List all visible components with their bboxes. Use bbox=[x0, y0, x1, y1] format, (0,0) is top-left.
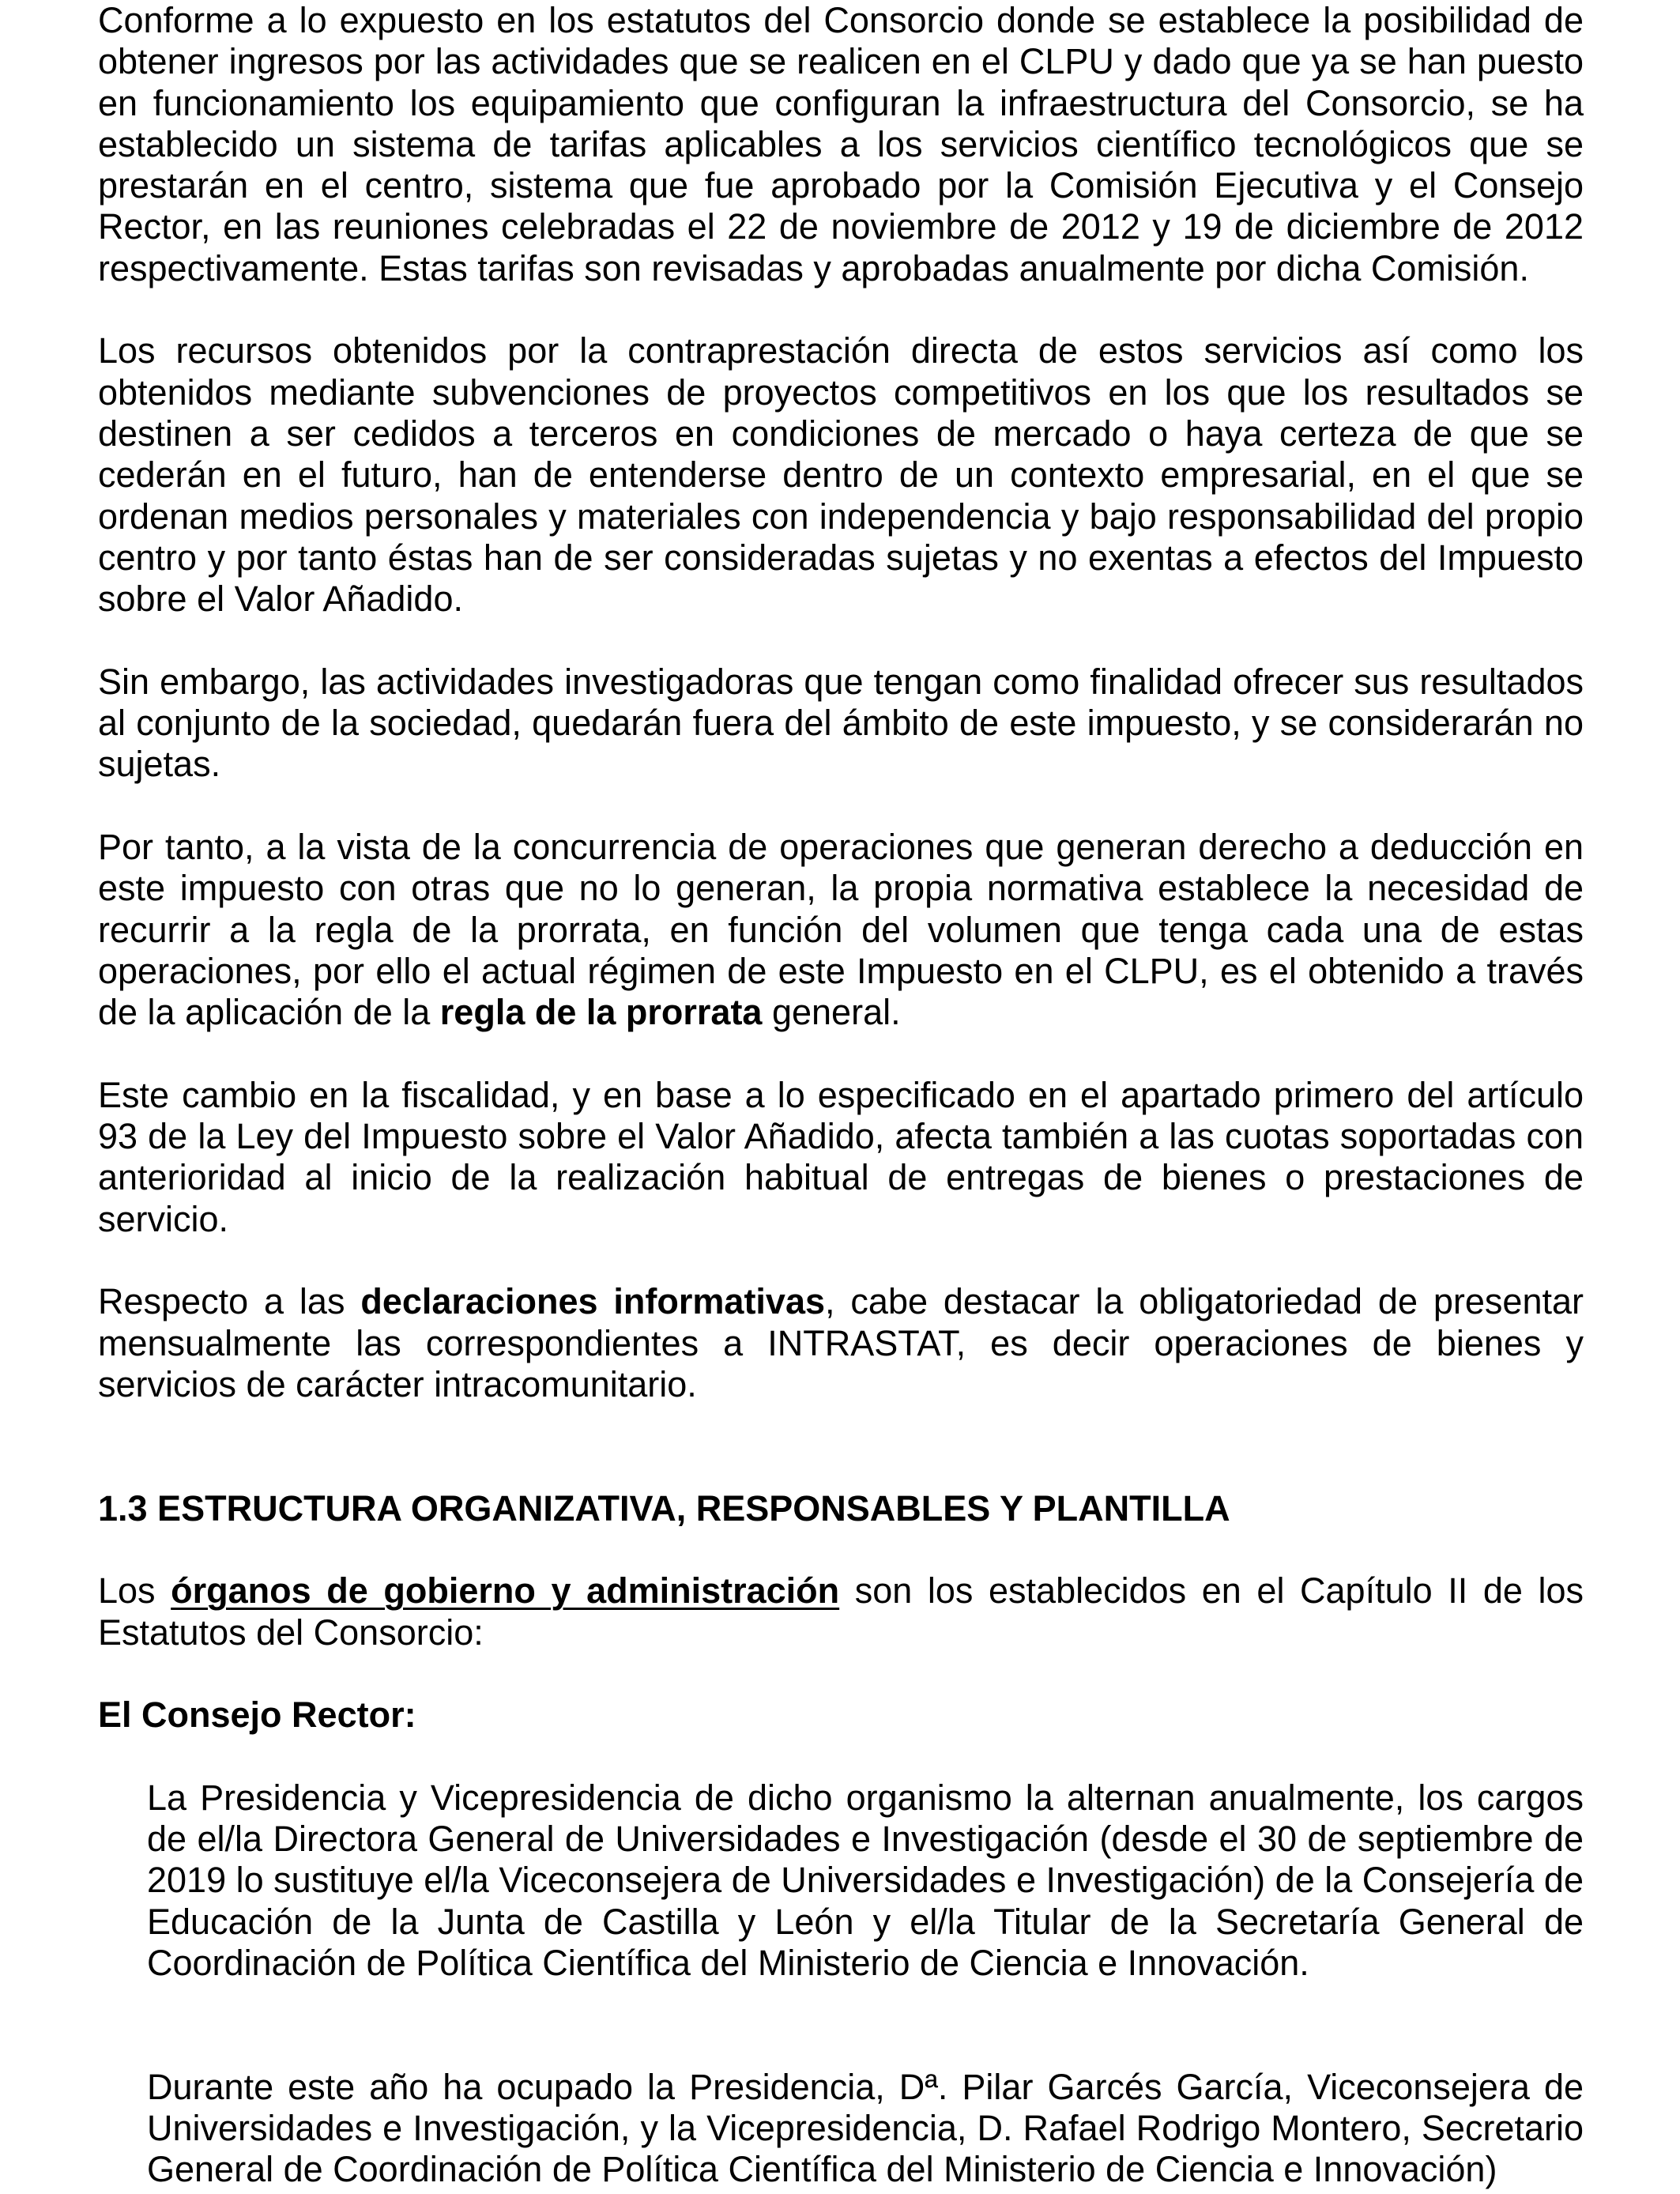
paragraph-consejo-presidencia bbox=[147, 2067, 1584, 2191]
text-line: Los recursos obtenidos por la contraprestación directa de estos servicios así como los bbox=[98, 330, 1584, 371]
text-line: Por tanto, a la vista de la concurrencia de operaciones que generan derecho a deducción en bbox=[98, 826, 1584, 867]
text-line: recurrir a la regla de la prorrata, en función del volumen que tenga cada una de estas bbox=[98, 909, 1584, 950]
text-line: este impuesto con otras que no lo generan, la propia normativa establece la necesidad de bbox=[98, 868, 1584, 909]
text-line: respectivamente. Estas tarifas son revisadas y aprobadas anualmente por dicha Comisión. bbox=[98, 247, 1529, 288]
section-title: 1.3 ESTRUCTURA ORGANIZATIVA, RESPONSABLES Y PLANTILLA bbox=[98, 1487, 1230, 1529]
text-line bbox=[98, 1281, 1584, 1322]
paragraph-consejo-cargos bbox=[147, 1777, 1584, 1984]
text-line: Sin embargo, las actividades investigadoras que tengan como finalidad ofrecer sus resultados bbox=[98, 661, 1584, 702]
text-line: de el/la Directora General de Universidades e Investigación (desde el 30 de septiembre de bbox=[147, 1819, 1584, 1860]
paragraph-fiscalidad bbox=[98, 1075, 1584, 1240]
text-line: obtenidos mediante subvenciones de proyectos competitivos en los que los resultados se bbox=[98, 371, 1584, 413]
text-line: Rector, en las reuniones celebradas el 22 de noviembre de 2012 y 19 de diciembre de 2012 bbox=[98, 206, 1584, 247]
text-line: General de Coordinación de Política Científica del Ministerio de Ciencia e Innovación) bbox=[147, 2149, 1497, 2190]
text-line: centro y por tanto éstas han de ser consideradas sujetas y no exentas a efectos del Impuesto bbox=[98, 537, 1584, 578]
text-line bbox=[98, 1570, 1584, 1612]
paragraph-actividades bbox=[98, 662, 1584, 786]
text-line: al conjunto de la sociedad, quedarán fuera del ámbito de este impuesto, y se considerarán no bbox=[98, 703, 1584, 744]
text-line: sobre el Valor Añadido. bbox=[98, 579, 463, 620]
bold-underlined-phrase: órganos de gobierno y administración bbox=[171, 1570, 840, 1612]
text-line: Conforme a lo expuesto en los estatutos del Consorcio donde se establece la posibilidad de bbox=[98, 0, 1584, 40]
text-run: de la aplicación de la bbox=[98, 992, 440, 1033]
text-line: Coordinación de Política Científica del Ministerio de Ciencia e Innovación. bbox=[147, 1942, 1309, 1983]
bold-phrase: regla de la prorrata bbox=[439, 992, 763, 1033]
section-heading bbox=[98, 1488, 1584, 1529]
document-page bbox=[98, 0, 1584, 2191]
text-line: 93 de la Ley del Impuesto sobre el Valor Añadido, afecta también a las cuotas soportadas con bbox=[98, 1116, 1584, 1157]
text-run: Los bbox=[98, 1570, 171, 1612]
text-line: servicio. bbox=[98, 1198, 229, 1239]
text-line: Este cambio en la fiscalidad, y en base a lo especificado en el apartado primero del artículo bbox=[98, 1074, 1584, 1115]
text-run: general. bbox=[762, 992, 901, 1033]
text-line: prestarán en el centro, sistema que fue aprobado por la Comisión Ejecutiva y el Consejo bbox=[98, 165, 1584, 206]
text-line: en funcionamiento los equipamiento que configuran la infraestructura del Consorcio, se ha bbox=[98, 82, 1584, 123]
text-line: 2019 lo sustituye el/la Viceconsejera de Universidades e Investigación) de la Consejería de bbox=[147, 1860, 1584, 1901]
subheading-consejo-rector bbox=[98, 1695, 1584, 1736]
text-line: Educación de la Junta de Castilla y León y el/la Titular de la Secretaría General de bbox=[147, 1901, 1584, 1942]
paragraph-declaraciones bbox=[98, 1281, 1584, 1405]
text-line: destinen a ser cedidos a terceros en condiciones de mercado o haya certeza de que se bbox=[98, 413, 1584, 454]
text-line: Universidades e Investigación, y la Vicepresidencia, D. Rafael Rodrigo Montero, Secretario bbox=[147, 2108, 1584, 2149]
text-line: servicios de carácter intracomunitario. bbox=[98, 1363, 697, 1404]
text-line: obtener ingresos por las actividades que se realicen en el CLPU y dado que ya se han puesto bbox=[98, 41, 1584, 82]
text-run: son los establecidos en el Capítulo II de los bbox=[839, 1570, 1584, 1612]
paragraph-organos bbox=[98, 1570, 1584, 1653]
text-line: Durante este año ha ocupado la Presidencia, Dª. Pilar Garcés García, Viceconsejera de bbox=[147, 2066, 1584, 2107]
text-line: Estatutos del Consorcio: bbox=[98, 1612, 484, 1653]
bold-phrase: declaraciones informativas bbox=[360, 1281, 826, 1322]
text-run: , cabe destacar la obligatoriedad de presentar bbox=[825, 1281, 1584, 1322]
text-line: ordenan medios personales y materiales con independencia y bajo responsabilidad del propio bbox=[98, 496, 1584, 537]
text-line: anterioridad al inicio de la realización habitual de entregas de bienes o prestaciones de bbox=[98, 1157, 1584, 1198]
text-line: sujetas. bbox=[98, 744, 221, 785]
text-line: operaciones, por ello el actual régimen de este Impuesto en el CLPU, es el obtenido a través bbox=[98, 950, 1584, 991]
text-line: mensualmente las correspondientes a INTRASTAT, es decir operaciones de bienes y bbox=[98, 1322, 1584, 1363]
text-run: Respecto a las bbox=[98, 1281, 361, 1322]
text-line bbox=[98, 992, 1584, 1033]
text-line: cederán en el futuro, han de entenderse dentro de un contexto empresarial, en el que se bbox=[98, 454, 1584, 496]
paragraph-recursos bbox=[98, 330, 1584, 620]
subheading-title: El Consejo Rector: bbox=[98, 1695, 416, 1736]
paragraph-tarifas bbox=[98, 0, 1584, 289]
text-line: La Presidencia y Vicepresidencia de dicho organismo la alternan anualmente, los cargos bbox=[147, 1777, 1584, 1818]
paragraph-prorrata bbox=[98, 827, 1584, 1033]
text-line: establecido un sistema de tarifas aplicables a los servicios científico tecnológicos que se bbox=[98, 123, 1584, 164]
